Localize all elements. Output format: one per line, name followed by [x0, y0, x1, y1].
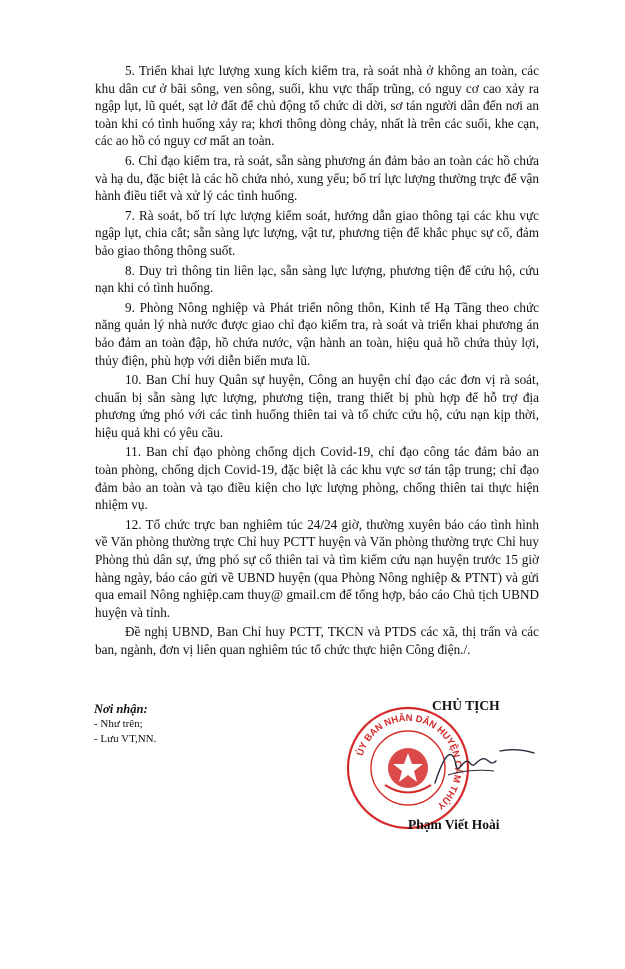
paragraph-11: 11. Ban chỉ đạo phòng chống dịch Covid-19, chỉ đạo công tác đảm bảo an toàn phòng, chống dịch Covid-19, đặc biệt là các khu vực sơ tán tập trung; chỉ đạo đảm bảo an toàn và tạo điều kiện cho lực lượng phòng, chống thiên tai thực hiện nhiệm vụ.	[95, 444, 539, 513]
paragraph-8: 8. Duy trì thông tin liên lạc, sẵn sàng lực lượng, phương tiện để cứu hộ, cứu nạn khi có tình huống.	[95, 262, 539, 296]
recipients-block	[94, 702, 156, 747]
paragraph-6: 6. Chỉ đạo kiểm tra, rà soát, sẵn sàng phương án đảm bảo an toàn các hồ chứa và hạ du, đặc biệt là các hồ chứa nhỏ, xung yếu; bố trí lực lượng thường trực để vận hành điều tiết và xử lý các tình huống.	[95, 152, 539, 204]
handwritten-signature	[430, 735, 540, 795]
paragraph-7: 7. Rà soát, bố trí lực lượng kiểm soát, hướng dẫn giao thông tại các khu vực ngập lụt, chia cắt; sẵn sàng lực lượng, vật tư, phương tiện để khắc phục sự cố, đảm bảo giao thông thông suốt.	[95, 207, 539, 258]
svg-text:ỦY BAN NHÂN DÂN HUYỆN CẨM THỦY: ỦY BAN NHÂN DÂN HUYỆN CẨM THỦY	[354, 712, 464, 812]
recipient-item: - Lưu VT,NN.	[94, 733, 157, 745]
paragraph-9: 9. Phòng Nông nghiệp và Phát triển nông thôn, Kinh tế Hạ Tầng theo chức năng quản lý nhà nước được giao chỉ đạo kiểm tra, rà soát và triển khai phương án bảo đảm an toàn đập, hồ chứa nước, vận hành an toàn, hiệu quả hồ chứa thủy lợi, thủy điện, phù hợp với diễn biến mưa lũ.	[95, 299, 539, 368]
paragraph-10: 10. Ban Chỉ huy Quân sự huyện, Công an huyện chỉ đạo các đơn vị rà soát, chuẩn bị sẵn sàng lực lượng, phương tiện, trang thiết bị phù hợp để hỗ trợ địa phương ứng phó với các tình huống thiên tai và tổ chức cứu hộ, cứu nạn kịp thời, hiệu quả khi có yêu cầu.	[95, 372, 539, 440]
document-body	[95, 62, 539, 661]
paragraph-5: 5. Triển khai lực lượng xung kích kiểm tra, rà soát nhà ở không an toàn, các khu dân cư ở bãi sông, ven sông, suối, khu vực thấp trũng, có nguy cơ cao xảy ra ngập lụt, lũ quét, sạt lở đất để chủ động tổ chức di dời, sơ tán người dân đến nơi an toàn khi có tình huống xảy ra; khơi thông dòng chảy, nhất là trên các suối, khe cạn, các ao hồ có nguy cơ mất an toàn.	[95, 63, 539, 149]
recipient-item: - Như trên;	[94, 718, 143, 730]
paragraph-12: 12. Tổ chức trực ban nghiêm túc 24/24 giờ, thường xuyên báo cáo tình hình về Văn phòng thường trực Chỉ huy PCTT huyện và Văn phòng thường trực Chỉ huy Phòng thủ dân sự, ứng phó sự cố thiên tai và tìm kiếm cứu nạn huyện trước 15 giờ hàng ngày, báo cáo gửi về UBND huyện (qua Phòng Nông nghiệp & PTNT) và gửi qua email Nông nghiệp.cam thuy@ gmail.cm để tổng hợp, báo cáo Chủ tịch UBND huyện và tỉnh.	[95, 516, 539, 620]
signer-title: CHỦ TỊCH	[432, 698, 500, 713]
signer-name: Phạm Viết Hoài	[408, 817, 500, 832]
closing-request: Đề nghị UBND, Ban Chỉ huy PCTT, TKCN và PTDS các xã, thị trấn và các ban, ngành, đơn vị liên quan nghiêm túc tổ chức thực hiện Công điện./.	[95, 624, 539, 657]
recipients-label: Nơi nhận:	[94, 702, 148, 716]
